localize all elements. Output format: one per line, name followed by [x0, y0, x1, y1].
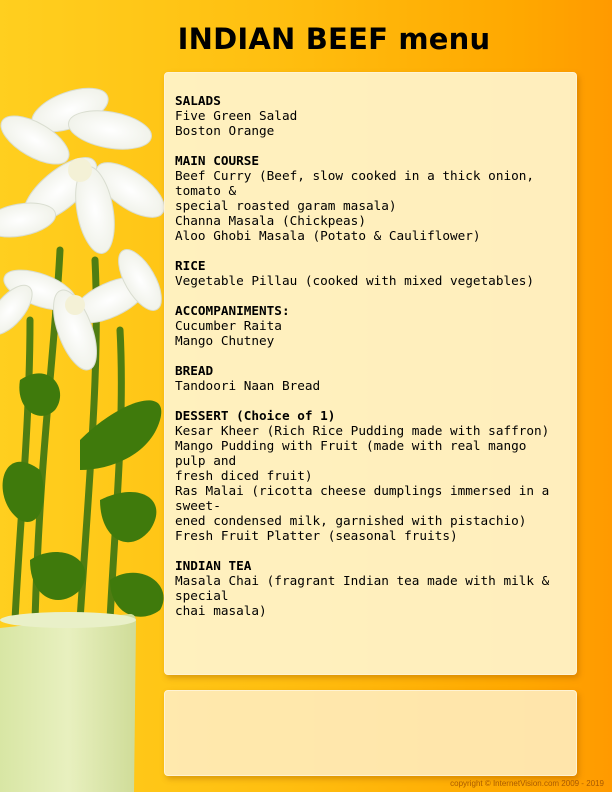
menu-item: Ras Malai (ricotta cheese dumplings immersed in a sweet-: [175, 483, 550, 513]
menu-item: Mango Pudding with Fruit (made with real mango pulp and: [175, 438, 527, 468]
section-heading: MAIN COURSE: [175, 153, 260, 168]
menu-section: [175, 258, 564, 288]
menu-item: Channa Masala (Chickpeas): [175, 213, 366, 228]
section-heading: SALADS: [175, 93, 221, 108]
menu-item: chai masala): [175, 603, 267, 618]
section-heading: DESSERT (Choice of 1): [175, 408, 336, 423]
notes-panel: [164, 690, 577, 776]
section-heading: INDIAN TEA: [175, 558, 252, 573]
menu-item: Five Green Salad: [175, 108, 298, 123]
menu-item: ened condensed milk, garnished with pistachio): [175, 513, 527, 528]
menu-item: Boston Orange: [175, 123, 275, 138]
menu-section: [175, 153, 564, 243]
menu-item: Beef Curry (Beef, slow cooked in a thick onion, tomato &: [175, 168, 535, 198]
menu-item: Tandoori Naan Bread: [175, 378, 321, 393]
copyright-text: copyright © InternetVision.com 2009 - 2019: [450, 779, 604, 788]
menu-item: Masala Chai (fragrant Indian tea made with milk & special: [175, 573, 550, 603]
menu-section: [175, 363, 564, 393]
section-heading: BREAD: [175, 363, 214, 378]
menu-item: Fresh Fruit Platter (seasonal fruits): [175, 528, 458, 543]
menu-item: Vegetable Pillau (cooked with mixed vegetables): [175, 273, 535, 288]
menu-panel: [164, 72, 577, 675]
menu-item: Aloo Ghobi Masala (Potato & Cauliflower): [175, 228, 481, 243]
page-title: INDIAN BEEF menu: [177, 22, 491, 56]
menu-item: special roasted garam masala): [175, 198, 397, 213]
menu-section: [175, 303, 564, 348]
section-heading: ACCOMPANIMENTS:: [175, 303, 290, 318]
menu-section: [175, 408, 564, 543]
menu-item: Mango Chutney: [175, 333, 275, 348]
menu-item: Kesar Kheer (Rich Rice Pudding made with saffron): [175, 423, 550, 438]
menu-section: [175, 558, 564, 618]
section-heading: RICE: [175, 258, 206, 273]
menu-item: Cucumber Raita: [175, 318, 282, 333]
menu-item: fresh diced fruit): [175, 468, 313, 483]
menu-section: [175, 93, 564, 138]
